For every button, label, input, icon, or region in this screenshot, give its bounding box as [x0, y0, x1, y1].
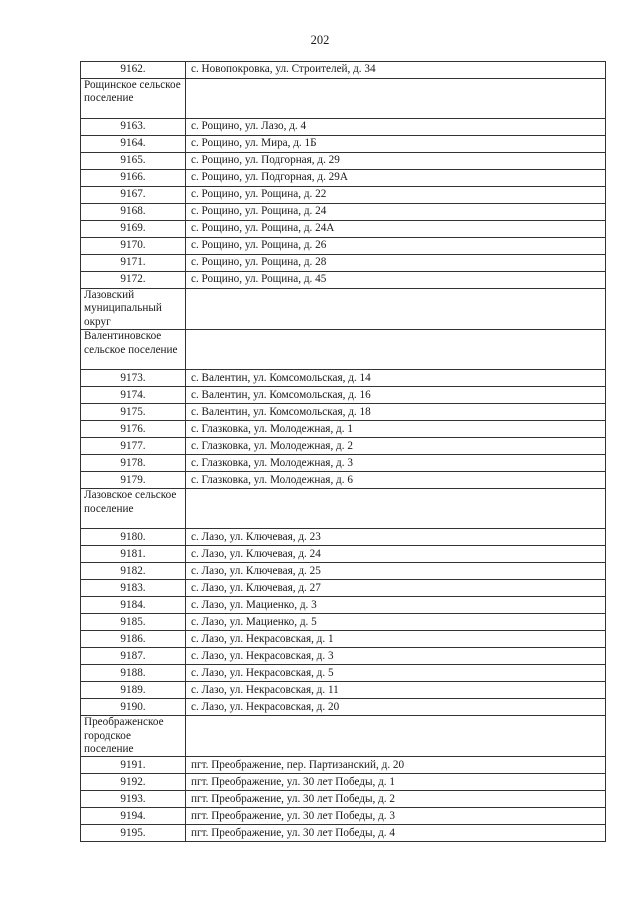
entry-number: 9193. — [81, 791, 186, 808]
table-row — [81, 153, 606, 170]
entry-number: 9165. — [81, 153, 186, 170]
section-empty-cell — [186, 330, 606, 370]
table-row — [81, 136, 606, 153]
table-row — [81, 614, 606, 631]
entry-number: 9173. — [81, 370, 186, 387]
section-empty-cell — [186, 79, 606, 119]
entry-number: 9182. — [81, 563, 186, 580]
table-row — [81, 808, 606, 825]
section-row — [81, 289, 606, 330]
table-row — [81, 529, 606, 546]
entry-number: 9167. — [81, 187, 186, 204]
entry-address: с. Лазо, ул. Ключевая, д. 25 — [186, 563, 606, 580]
table-row — [81, 438, 606, 455]
entry-address: с. Глазковка, ул. Молодежная, д. 2 — [186, 438, 606, 455]
table-row — [81, 221, 606, 238]
entry-number: 9185. — [81, 614, 186, 631]
entry-number: 9168. — [81, 204, 186, 221]
polling-station-table — [80, 61, 606, 842]
entry-address: с. Лазо, ул. Ключевая, д. 27 — [186, 580, 606, 597]
entry-address: с. Лазо, ул. Некрасовская, д. 5 — [186, 665, 606, 682]
entry-number: 9192. — [81, 774, 186, 791]
entry-number: 9177. — [81, 438, 186, 455]
page-number: 202 — [310, 33, 330, 47]
entry-address: с. Рощино, ул. Рощина, д. 26 — [186, 238, 606, 255]
entry-address: с. Лазо, ул. Ключевая, д. 23 — [186, 529, 606, 546]
section-empty-cell — [186, 289, 606, 330]
entry-number: 9195. — [81, 825, 186, 842]
entry-address: с. Лазо, ул. Некрасовская, д. 3 — [186, 648, 606, 665]
entry-number: 9176. — [81, 421, 186, 438]
entry-address: с. Лазо, ул. Ключевая, д. 24 — [186, 546, 606, 563]
entry-address: с. Валентин, ул. Комсомольская, д. 14 — [186, 370, 606, 387]
table-row — [81, 421, 606, 438]
table-row — [81, 170, 606, 187]
table-row — [81, 204, 606, 221]
section-row — [81, 489, 606, 529]
table-row — [81, 682, 606, 699]
entry-number: 9181. — [81, 546, 186, 563]
entry-address: с. Рощино, ул. Подгорная, д. 29А — [186, 170, 606, 187]
entry-address: пгт. Преображение, пер. Партизанский, д. 20 — [186, 757, 606, 774]
entry-address: с. Рощино, ул. Мира, д. 1Б — [186, 136, 606, 153]
entry-address: с. Рощино, ул. Лазо, д. 4 — [186, 119, 606, 136]
entry-number: 9190. — [81, 699, 186, 716]
entry-address: с. Лазо, ул. Мациенко, д. 3 — [186, 597, 606, 614]
entry-number: 9175. — [81, 404, 186, 421]
table-row — [81, 238, 606, 255]
entry-address: с. Рощино, ул. Рощина, д. 24 — [186, 204, 606, 221]
table-row — [81, 699, 606, 716]
entry-number: 9166. — [81, 170, 186, 187]
section-empty-cell — [186, 716, 606, 757]
table-row — [81, 404, 606, 421]
table-row — [81, 631, 606, 648]
section-name: Лазовский муниципальный округ — [81, 289, 186, 330]
entry-address: пгт. Преображение, ул. 30 лет Победы, д. 4 — [186, 825, 606, 842]
entry-address: с. Рощино, ул. Подгорная, д. 29 — [186, 153, 606, 170]
entry-address: пгт. Преображение, ул. 30 лет Победы, д. 3 — [186, 808, 606, 825]
entry-number: 9171. — [81, 255, 186, 272]
section-row — [81, 330, 606, 370]
entry-address: с. Лазо, ул. Мациенко, д. 5 — [186, 614, 606, 631]
entry-address: с. Рощино, ул. Рощина, д. 28 — [186, 255, 606, 272]
entry-address: с. Лазо, ул. Некрасовская, д. 1 — [186, 631, 606, 648]
section-name: Лазовское сельское поселение — [81, 489, 186, 529]
entry-address: с. Рощино, ул. Рощина, д. 24А — [186, 221, 606, 238]
entry-address: с. Лазо, ул. Некрасовская, д. 11 — [186, 682, 606, 699]
entry-address: с. Глазковка, ул. Молодежная, д. 3 — [186, 455, 606, 472]
entry-number: 9174. — [81, 387, 186, 404]
section-row — [81, 716, 606, 757]
entry-number: 9172. — [81, 272, 186, 289]
table-row — [81, 791, 606, 808]
table-row — [81, 665, 606, 682]
entry-address: с. Глазковка, ул. Молодежная, д. 1 — [186, 421, 606, 438]
entry-address: с. Рощино, ул. Рощина, д. 45 — [186, 272, 606, 289]
entry-address: с. Валентин, ул. Комсомольская, д. 18 — [186, 404, 606, 421]
table-row — [81, 119, 606, 136]
entry-number: 9191. — [81, 757, 186, 774]
table-row — [81, 757, 606, 774]
entry-number: 9162. — [81, 62, 186, 79]
entry-address: с. Новопокровка, ул. Строителей, д. 34 — [186, 62, 606, 79]
table-row — [81, 387, 606, 404]
section-row — [81, 79, 606, 119]
entry-number: 9178. — [81, 455, 186, 472]
section-empty-cell — [186, 489, 606, 529]
table-body — [81, 62, 606, 842]
entry-number: 9183. — [81, 580, 186, 597]
entry-number: 9189. — [81, 682, 186, 699]
entry-number: 9164. — [81, 136, 186, 153]
table-row — [81, 563, 606, 580]
section-name: Преображенское городское поселение — [81, 716, 186, 757]
entry-number: 9188. — [81, 665, 186, 682]
entry-number: 9163. — [81, 119, 186, 136]
table-row — [81, 455, 606, 472]
entry-address: с. Глазковка, ул. Молодежная, д. 6 — [186, 472, 606, 489]
entry-number: 9184. — [81, 597, 186, 614]
entry-address: пгт. Преображение, ул. 30 лет Победы, д. 1 — [186, 774, 606, 791]
section-name: Рощинское сельское поселение — [81, 79, 186, 119]
table-row — [81, 370, 606, 387]
entry-number: 9180. — [81, 529, 186, 546]
table-row — [81, 597, 606, 614]
table-row — [81, 774, 606, 791]
table-row — [81, 825, 606, 842]
entry-address: пгт. Преображение, ул. 30 лет Победы, д. 2 — [186, 791, 606, 808]
entry-address: с. Валентин, ул. Комсомольская, д. 16 — [186, 387, 606, 404]
entry-address: с. Рощино, ул. Рощина, д. 22 — [186, 187, 606, 204]
table-row — [81, 580, 606, 597]
table-row — [81, 648, 606, 665]
entry-address: с. Лазо, ул. Некрасовская, д. 20 — [186, 699, 606, 716]
entry-number: 9194. — [81, 808, 186, 825]
table-row — [81, 187, 606, 204]
table-row — [81, 272, 606, 289]
section-name: Валентиновское сельское поселение — [81, 330, 186, 370]
table-row — [81, 62, 606, 79]
table-row — [81, 546, 606, 563]
entry-number: 9179. — [81, 472, 186, 489]
table-row — [81, 255, 606, 272]
table-row — [81, 472, 606, 489]
entry-number: 9169. — [81, 221, 186, 238]
entry-number: 9170. — [81, 238, 186, 255]
entry-number: 9187. — [81, 648, 186, 665]
entry-number: 9186. — [81, 631, 186, 648]
